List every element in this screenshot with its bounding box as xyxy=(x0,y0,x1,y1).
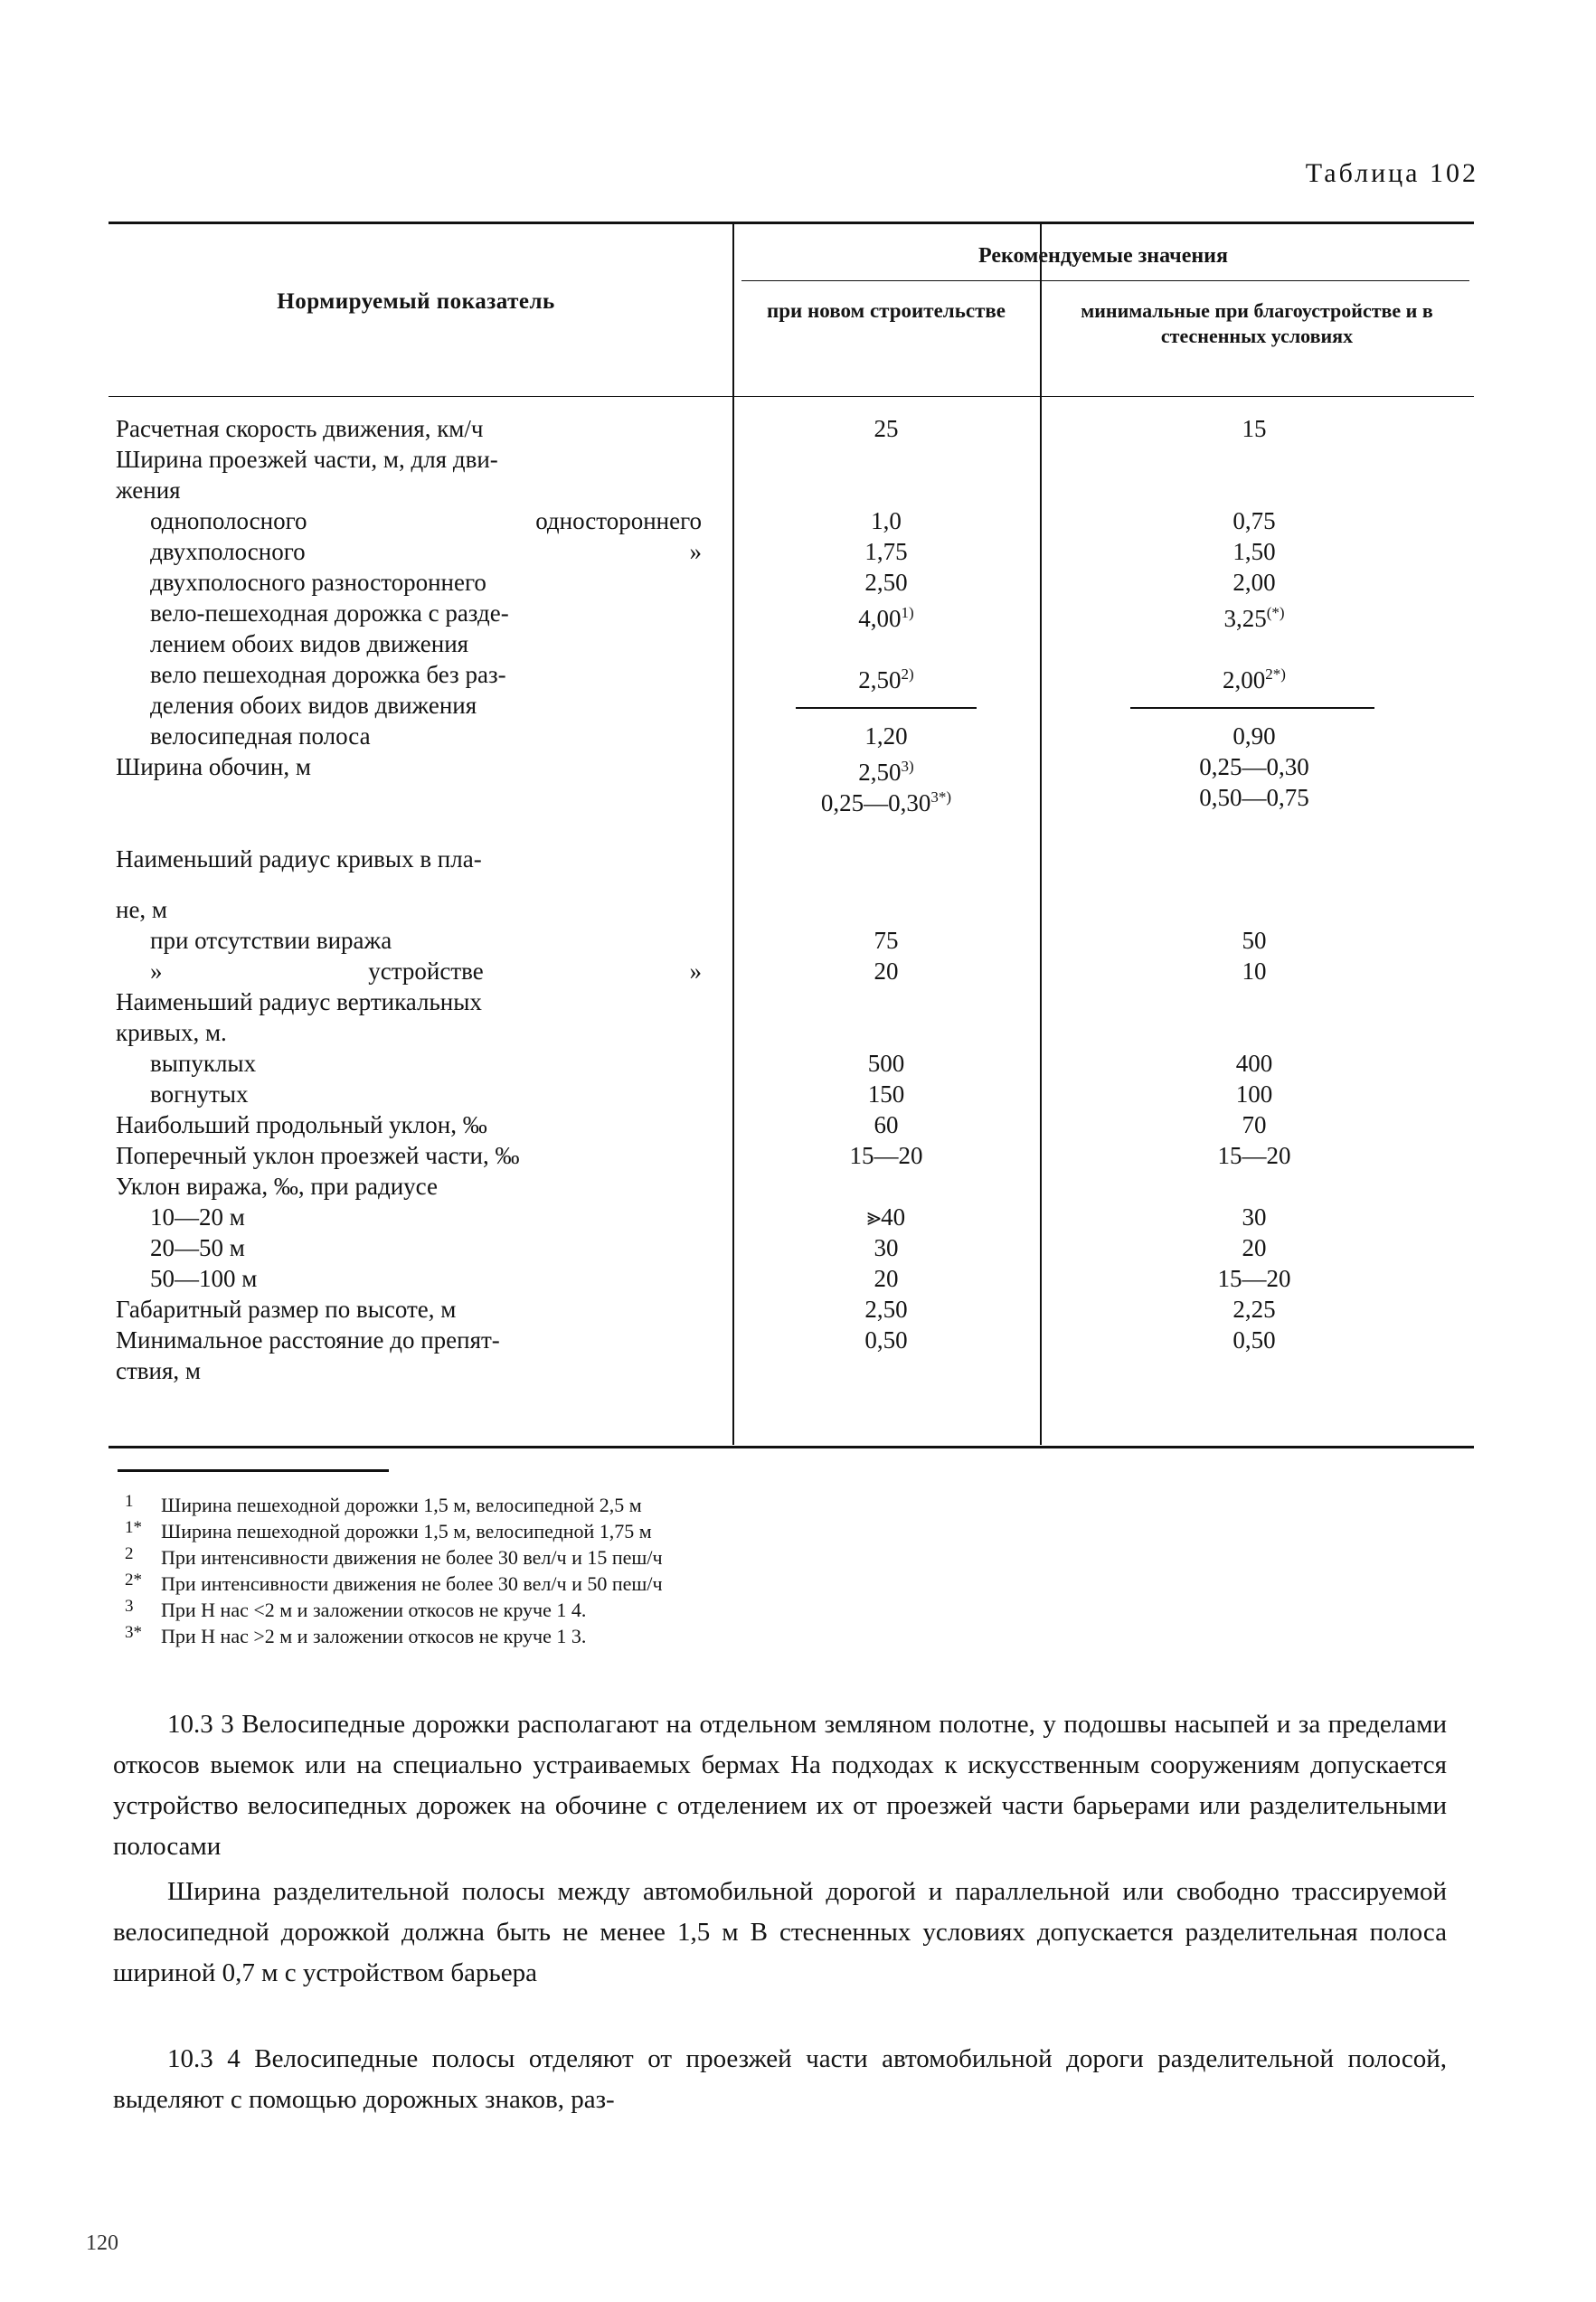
row-label: Ширина обочин, м xyxy=(116,753,311,780)
footnote-list xyxy=(118,1492,1293,1649)
table-row xyxy=(109,598,1474,632)
row-value-minimal: 15—20 xyxy=(1217,1142,1291,1169)
row-value-new-construction: 150 xyxy=(867,1080,905,1108)
table-row xyxy=(109,956,1474,986)
footnote-item xyxy=(118,1518,1293,1544)
row-label: двухполосного » xyxy=(150,538,702,565)
table-row xyxy=(109,536,1474,567)
row-value-new-construction: 1,20 xyxy=(864,722,908,750)
row-label: Минимальное расстояние до препят- xyxy=(116,1326,500,1354)
table-row xyxy=(109,1325,1474,1355)
row-label: велосипедная полоса xyxy=(150,722,371,750)
row-value-new-construction: 20 xyxy=(874,1265,899,1292)
table-row xyxy=(109,1109,1474,1140)
header-col3: минимальные при благоустройстве и в стесненных условиях xyxy=(1081,299,1433,347)
table-row xyxy=(109,1171,1474,1202)
row-value-minimal: 15—20 xyxy=(1217,1265,1291,1292)
row-value-minimal: $2,00^{2*)}$ xyxy=(1223,665,1286,693)
row-label: не, м xyxy=(116,896,168,923)
footnote-marker: 3* xyxy=(125,1623,142,1642)
row-value-new-construction: 2,50 xyxy=(864,1296,908,1323)
row-label: Наименьший радиус вертикальных xyxy=(116,988,482,1015)
table-caption: Таблица 102 xyxy=(1305,158,1478,188)
row-value-new-construction: 60 xyxy=(874,1111,899,1138)
row-label: двухполосного разностороннего xyxy=(150,569,486,596)
row-value-new-construction: 15—20 xyxy=(849,1142,923,1169)
row-label: » устройстве » xyxy=(150,958,702,985)
table-row xyxy=(109,628,1474,659)
row-value-new-construction: 1,0 xyxy=(871,507,902,534)
row-label: при отсутствии виража xyxy=(150,927,392,954)
table-bottom-rule xyxy=(109,1446,1474,1448)
table-row xyxy=(109,505,1474,536)
row-value-minimal: 70 xyxy=(1242,1111,1267,1138)
row-label: Габаритный размер по высоте, м xyxy=(116,1296,457,1323)
row-label: однополосного одностороннего xyxy=(150,507,702,534)
paragraph-1 xyxy=(113,1704,1447,1867)
table-row xyxy=(109,1263,1474,1294)
row-value-new-construction: 75 xyxy=(874,927,899,954)
paragraph-number: 10.3 4 xyxy=(167,2044,255,2073)
table-body xyxy=(109,397,1474,1446)
row-label: Поперечный уклон проезжей части, ‰ xyxy=(116,1142,520,1169)
table-row xyxy=(109,894,1474,925)
table-row xyxy=(109,413,1474,444)
row-value-minimal: 2,00 xyxy=(1232,569,1276,596)
footnote-item xyxy=(118,1623,1293,1649)
row-label: кривых, м. xyxy=(116,1019,227,1046)
footnote-marker: 1 xyxy=(125,1492,134,1511)
paragraph-3 xyxy=(113,2039,1447,2120)
row-value-minimal: 0,50—0,75 xyxy=(1199,784,1309,811)
row-value-new-construction: 20 xyxy=(874,958,899,985)
table-row xyxy=(109,1140,1474,1171)
footnote-item xyxy=(118,1571,1293,1597)
table-row xyxy=(109,1017,1474,1048)
table-row xyxy=(109,444,1474,475)
row-value-minimal: 400 xyxy=(1235,1050,1273,1077)
footnote-marker: 1* xyxy=(125,1518,142,1537)
row-label: Наибольший продольный уклон, ‰ xyxy=(116,1111,487,1138)
row-value-new-construction: 25 xyxy=(874,415,899,442)
table-row xyxy=(109,986,1474,1017)
row-value-minimal: 30 xyxy=(1242,1203,1267,1231)
row-value-minimal: 1,50 xyxy=(1232,538,1276,565)
paragraph-text: Велосипедные дорожки располагают на отдельном земляном полотне, у подошвы насыпей и за пределами откосов выемок или на специально устраиваемых бермах На подходах к искусственным сооружениям допускается устройство велосипедных дорожек на обочине с отделением их от проезжей части барьерами или разделительными полосами xyxy=(113,1710,1448,1861)
row-value-new-construction: ⪢40 xyxy=(866,1203,906,1231)
footnote-marker: 3 xyxy=(125,1597,134,1616)
specification-table xyxy=(109,222,1474,1448)
row-label: Расчетная скорость движения, км/ч xyxy=(116,415,484,442)
table-row xyxy=(109,1202,1474,1232)
row-value-minimal: 20 xyxy=(1242,1234,1267,1261)
footnote-text: Ширина пешеходной дорожки 1,5 м, велосипедной 2,5 м xyxy=(161,1494,642,1516)
row-label: вогнутых xyxy=(150,1080,249,1108)
table-header xyxy=(109,224,1474,396)
row-label: 20—50 м xyxy=(150,1234,245,1261)
paragraph-text: Велосипедные полосы отделяют от проезжей части автомобильной дороги разделительной полосой, выделяют с помощью дорожных знаков, раз- xyxy=(113,2044,1447,2114)
row-value-new-construction: 4,00$^{1)}$ xyxy=(858,604,914,632)
row-label: лением обоих видов движения xyxy=(150,630,469,657)
table-row xyxy=(109,690,1474,721)
row-value-minimal: 100 xyxy=(1235,1080,1273,1108)
footnote-text: При H нас >2 м и заложении откосов не круче 1 3. xyxy=(161,1625,587,1647)
page-number: 120 xyxy=(86,2231,118,2255)
row-label: вело пешеходная дорожка без раз- xyxy=(150,661,506,688)
row-label: 50—100 м xyxy=(150,1265,258,1292)
table-row xyxy=(109,567,1474,598)
row-value-minimal: 10 xyxy=(1242,958,1267,985)
row-value-minimal: 3,25(*) xyxy=(1223,604,1285,632)
row-label: жения xyxy=(116,476,181,504)
table-row xyxy=(109,659,1474,693)
row-label: деления обоих видов движения xyxy=(150,692,477,719)
row-value-new-construction: 2,50 xyxy=(864,569,908,596)
paragraph-2 xyxy=(113,1872,1447,1994)
header-group-label: Рекомендуемые значения xyxy=(977,244,1228,268)
row-value-minimal: 0,90 xyxy=(1232,722,1276,750)
footnote-text: При интенсивности движения не более 30 вел/ч и 15 пеш/ч xyxy=(161,1546,663,1569)
footnote-text: При H нас <2 м и заложении откосов не круче 1 4. xyxy=(161,1599,587,1621)
row-label: Уклон виража, ‰, при радиусе xyxy=(116,1173,438,1200)
header-col1: Нормируемый показатель xyxy=(277,289,555,314)
table-row xyxy=(109,751,1474,786)
table-row xyxy=(109,1294,1474,1325)
footnote-item xyxy=(118,1544,1293,1571)
table-row xyxy=(109,721,1474,751)
table-row xyxy=(109,844,1474,874)
row-value-minimal: 50 xyxy=(1242,927,1267,954)
row-value-minimal: 0,25—0,30 xyxy=(1199,753,1309,780)
footnote-item xyxy=(118,1492,1293,1518)
paragraph-number: 10.3 3 xyxy=(167,1710,242,1739)
table-row xyxy=(109,1079,1474,1109)
footnote-marker: 2 xyxy=(125,1544,134,1563)
row-value-new-construction: 500 xyxy=(867,1050,905,1077)
header-group-rule xyxy=(741,280,1469,281)
paragraph-text: Ширина разделительной полосы между автомобильной дорогой и параллельной или свободно трассируемой велосипедной дорожкой должна быть не менее 1,5 м В стесненных условиях допускается разделительная полоса шириной 0,7 м с устройством барьера xyxy=(113,1877,1447,1987)
row-value-minimal: 2,25 xyxy=(1232,1296,1276,1323)
row-value-new-construction: 1,75 xyxy=(864,538,908,565)
table-row xyxy=(109,1355,1474,1386)
row-value-new-construction: $0,25—0,30^{3*)}$ xyxy=(820,788,952,816)
row-value-minimal: 0,75 xyxy=(1232,507,1276,534)
row-label: вело-пешеходная дорожка с разде- xyxy=(150,599,509,627)
row-label: 10—20 м xyxy=(150,1203,245,1231)
row-value-minimal: 15 xyxy=(1242,415,1267,442)
row-label: ствия, м xyxy=(116,1357,201,1384)
row-value-new-construction: 2,50$^{3)}$ xyxy=(858,758,914,786)
table-row xyxy=(109,782,1474,816)
row-label: выпуклых xyxy=(150,1050,257,1077)
row-value-minimal: 0,50 xyxy=(1232,1326,1276,1354)
footnote-text: Ширина пешеходной дорожки 1,5 м, велосипедной 1,75 м xyxy=(161,1520,652,1543)
row-value-new-construction: 30 xyxy=(874,1234,899,1261)
row-label: Наименьший радиус кривых в пла- xyxy=(116,845,482,873)
footnote-marker: 2* xyxy=(125,1571,142,1590)
footnote-separator xyxy=(118,1469,389,1472)
row-label: Ширина проезжей части, м, для дви- xyxy=(116,446,498,473)
table-row xyxy=(109,1048,1474,1079)
table-row xyxy=(109,475,1474,505)
footnote-item xyxy=(118,1597,1293,1623)
table-row xyxy=(109,925,1474,956)
row-value-new-construction: 2,50$^{2)}$ xyxy=(858,665,914,693)
table-row xyxy=(109,1232,1474,1263)
row-value-new-construction: 0,50 xyxy=(864,1326,908,1354)
header-col2: при новом строительстве xyxy=(766,299,1006,322)
footnote-text: При интенсивности движения не более 30 вел/ч и 50 пеш/ч xyxy=(161,1572,663,1595)
